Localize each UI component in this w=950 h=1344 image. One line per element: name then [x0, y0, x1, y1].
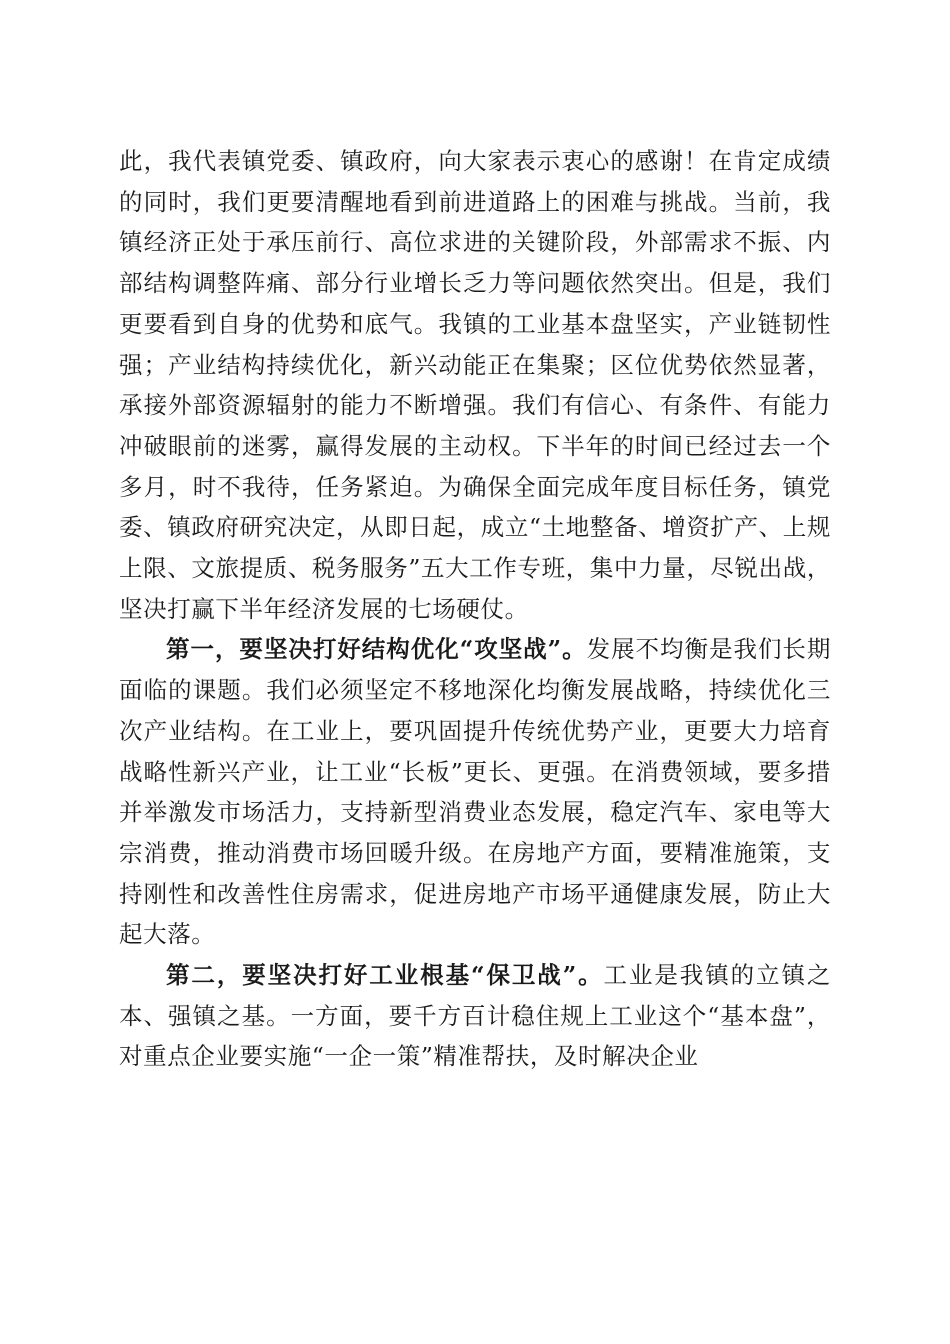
paragraph-structure-optimization [119, 629, 831, 955]
paragraph-text: 此，我代表镇党委、镇政府，向大家表示衷心的感谢！在肯定成绩的同时，我们更要清醒地看到前进道路上的困难与挑战。当前，我镇经济正处于承压前行、高位求进的关键阶段，外部需求不振、内部结构调整阵痛、部分行业增长乏力等问题依然突出。但是，我们更要看到自身的优势和底气。我镇的工业基本盘坚实，产业链韧性强；产业结构持续优化，新兴动能正在集聚；区位优势依然显著，承接外部资源辐射的能力不断增强。我们有信心、有条件、有能力冲破眼前的迷雾，赢得发展的主动权。下半年的时间已经过去一个多月，时不我待，任务紧迫。为确保全面完成年度目标任务，镇党委、镇政府研究决定，从即日起，成立“土地整备、增资扩产、上规上限、文旅提质、税务服务”五大工作专班，集中力量，尽锐出战，坚决打赢下半年经济发展的七场硬仗。 [119, 147, 831, 623]
paragraph-lead-heading: 第一，要坚决打好结构优化“攻坚战”。 [166, 635, 587, 664]
paragraph-text: 发展不均衡是我们长期面临的课题。我们必须坚定不移地深化均衡发展战略，持续优化三次产业结构。在工业上，要巩固提升传统优势产业，更要大力培育战略性新兴产业，让工业“长板”更长、更强。在消费领域，要多措并举激发市场活力，支持新型消费业态发展，稳定汽车、家电等大宗消费，推动消费市场回暖升级。在房地产方面，要精准施策，支持刚性和改善性住房需求，促进房地产市场平通健康发展，防止大起大落。 [119, 635, 831, 949]
paragraph-continuation [119, 141, 831, 629]
paragraph-text: 工业是我镇的立镇之本、强镇之基。一方面，要千方百计稳住规上工业这个“基本盘”，对重点企业要实施“一企一策”精准帮扶，及时解决企业 [119, 961, 831, 1071]
paragraph-lead-heading: 第二，要坚决打好工业根基“保卫战”。 [166, 961, 604, 990]
paragraph-industrial-foundation [119, 955, 831, 1077]
document-body [119, 141, 831, 1077]
